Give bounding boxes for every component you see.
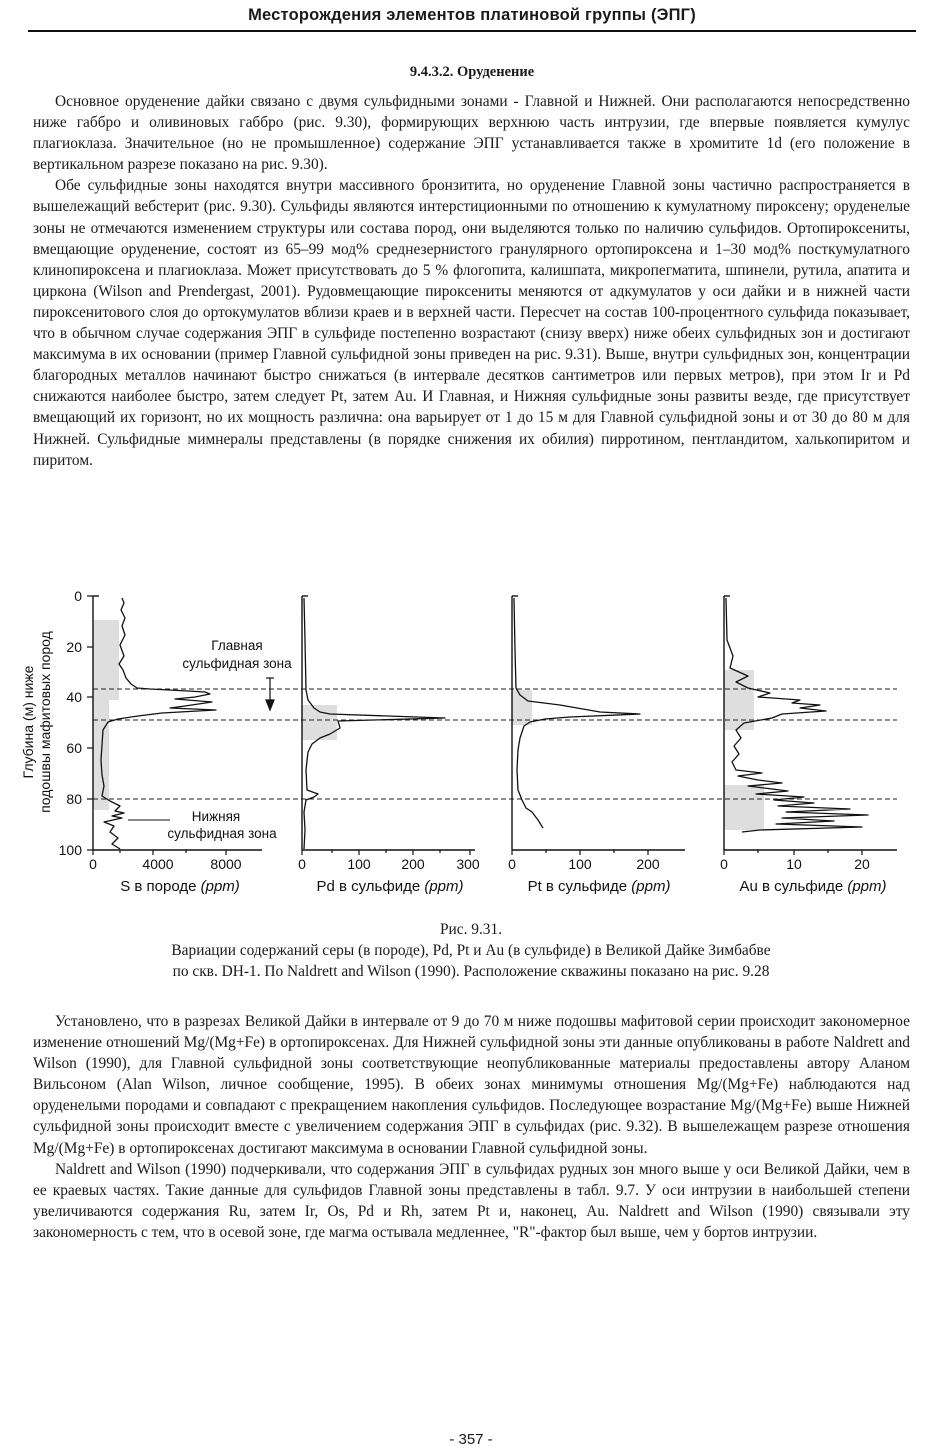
page-number: - 357 - (449, 1431, 493, 1448)
figure-caption-line: по скв. DH-1. По Naldrett and Wilson (1990). Расположение скважины показано на рис. 9.28 (172, 963, 770, 980)
x-tick-label: 200 (636, 856, 660, 872)
figure-caption-number: Рис. 9.31. (439, 921, 503, 938)
annotation-lower-line1: Нижняя (191, 809, 241, 824)
running-header: Месторождения элементов платиновой группы (ЭПГ) (248, 6, 696, 24)
x-tick-label: 0 (89, 856, 97, 872)
x-tick-label: 100 (347, 856, 371, 872)
annotation-main-line1: Главная (211, 638, 263, 653)
y-tick-label: 100 (58, 842, 82, 858)
body-text-bottom (33, 1011, 910, 1243)
annotation-main-zone (182, 638, 292, 671)
x-tick-label: 20 (854, 856, 870, 872)
y-axis-title-line2: подошвы мафитовых пород (37, 631, 53, 813)
figure-9-31 (0, 585, 942, 905)
y-axis-title (20, 631, 53, 813)
y-tick-label: 80 (66, 791, 82, 807)
x-tick-label: 300 (456, 856, 480, 872)
x-tick-label: 0 (508, 856, 516, 872)
x-axis-titles (120, 878, 886, 895)
x-tick-label: 0 (298, 856, 306, 872)
header-rule (28, 30, 916, 32)
x-tick-label: 200 (401, 856, 425, 872)
x-axis-title-au: Au в сульфиде (ppm) (739, 878, 887, 895)
x-tick-label: 8000 (210, 856, 242, 872)
x-tick-label: 10 (786, 856, 802, 872)
y-tick-label: 60 (66, 740, 82, 756)
y-tick-label: 40 (66, 689, 82, 705)
body-text-top (33, 91, 910, 471)
x-axis-title-s: S в породе (ppm) (120, 878, 240, 895)
paragraph: Naldrett and Wilson (1990) подчеркивали, что содержания ЭПГ в сульфидах рудных зон много выше у оси Великой Дайки, чем в ее краевых частях. Такие данные для сульфидов Главной зоны представлены в табл. 9.7. У оси интрузии в наибольшей степени увеличиваются содержания Ru, затем Ir, Os, Pd и Rh, затем Pt и, наконец, Au. Naldrett and Wilson (1990) связывали эту закономерность с тем, что в осевой зоне, где магма остывала медленнее, "R"-фактор был выше, чем у бортов интрузии. (33, 1160, 910, 1241)
y-axis-title-line1: Глубина (м) ниже (20, 665, 36, 779)
figure-caption-line: Вариации содержаний серы (в породе), Pd, Pt и Au (в сульфиде) в Великой Дайке Зимбабве (171, 942, 771, 959)
main-zone-arrow (266, 678, 274, 710)
y-tick-labels (59, 588, 83, 858)
paragraph: Установлено, что в разрезах Великой Дайки в интервале от 9 до 70 м ниже подошвы мафитовой серии происходит закономерное изменение отношений Mg/(Mg+Fe) в ортопироксенах. Для Нижней сульфидной зоны эти данные опубликованы в работе Naldrett and Wilson (1990), для Главной сульфидной зоны соответствующие неопубликованные материалы предоставлены автору Аланом Вильсоном (Alan Wilson, личное сообщение, 1995). В обеих зонах минимумы отношения Mg/(Mg+Fe) наблюдаются над оруденелыми породами и совпадают с прекращением накопления сульфидов. Последующее возрастание Mg/(Mg+Fe) выше Нижней сульфидной зоны происходит вместе с увеличением содержания ЭПГ в сульфидах (рис. 9.32). В вышележащем разрезе отношения Mg/(Mg+Fe) в ортопироксенах достигают максимума в основании Главной сульфидной зоны. (33, 1013, 910, 1157)
x-tick-label: 0 (720, 856, 728, 872)
x-axis-title-pd: Pd в сульфиде (ppm) (316, 878, 464, 895)
paragraph: Основное оруденение дайки связано с двумя сульфидными зонами - Главной и Нижней. Они располагаются непосредственно ниже габбро и оливиновых габбро (рис. 9.30), формирующих верхнюю часть интрузии, где впервые появляется кумулус плагиоклаза. Значительное (но не промышленное) содержание ЭПГ устанавливается также в хромитите 1d (его положение в вертикальном разрезе показано на рис. 9.30). (33, 93, 910, 174)
x-tick-label: 100 (568, 856, 592, 872)
paragraph: Обе сульфидные зоны находятся внутри массивного бронзитита, но оруденение Главной зоны частично распространяется в вышележащий вебстерит (рис. 9.30). Сульфиды являются интерстиционными по отношению к кумулатному пироксену; оруденелые зоны не отмечаются изменением структуры или состава пород, они выделяются только по наличию сульфидов. Ортопироксениты, вмещающие оруденение, состоят из 65–99 мод% среднезернистого гранулярного ортопироксена и 1–30 мод% посткумулатного клинопироксена и плагиоклаза. Может присутствовать до 5 % флогопита, калишпата, микропегматита, шпинели, рутила, апатита и циркона (Wilson and Prendergast, 2001). Рудовмещающие пироксениты меняются от адкумулатов у оси дайки и в нижней части пироксенитового слоя до ортокумулатов вблизи краев и в верхней части. Пересчет на состав 100-процентного сульфида показывает, что в обычном случае содержания ЭПГ в сульфиде постепенно возрастают (снизу вверх) ниже обеих сульфидных зон и достигают максимума в их основании (пример Главной сульфидной зоны приведен на рис. 9.31). Выше, внутри сульфидных зон, концентрации благородных металлов начинают быстро снижаться (в интервале десятков сантиметров или первых метров), при этом Ir и Pd снижаются наиболее быстро, затем следует Pt, затем Au. И Главная, и Нижняя сульфидные зоны развиты везде, где присутствует вмещающий их горизонт, но их мощность различна: она варьирует от 1 до 15 м для Главной сульфидной зоны и от 30 до 80 м для Нижней. Сульфидные мимнералы представлены (в порядке снижения их обилия) пирротином, пентландитом, халькопиритом и пиритом. (33, 177, 910, 469)
annotation-main-line2: сульфидная зона (182, 656, 292, 671)
y-tick-label: 20 (66, 639, 82, 655)
x-tick-labels (89, 856, 870, 872)
x-axis-title-pt: Pt в сульфиде (ppm) (527, 878, 671, 895)
annotation-lower-zone (167, 809, 277, 841)
section-title: 9.4.3.2. Оруденение (409, 64, 535, 80)
annotation-lower-line2: сульфидная зона (167, 826, 277, 841)
y-tick-label: 0 (74, 588, 82, 604)
x-tick-label: 4000 (142, 856, 174, 872)
y-ticks (87, 596, 93, 850)
figure-caption (40, 940, 902, 982)
profile-pt-in-sulfide (514, 598, 640, 828)
x-ticks (93, 850, 862, 855)
